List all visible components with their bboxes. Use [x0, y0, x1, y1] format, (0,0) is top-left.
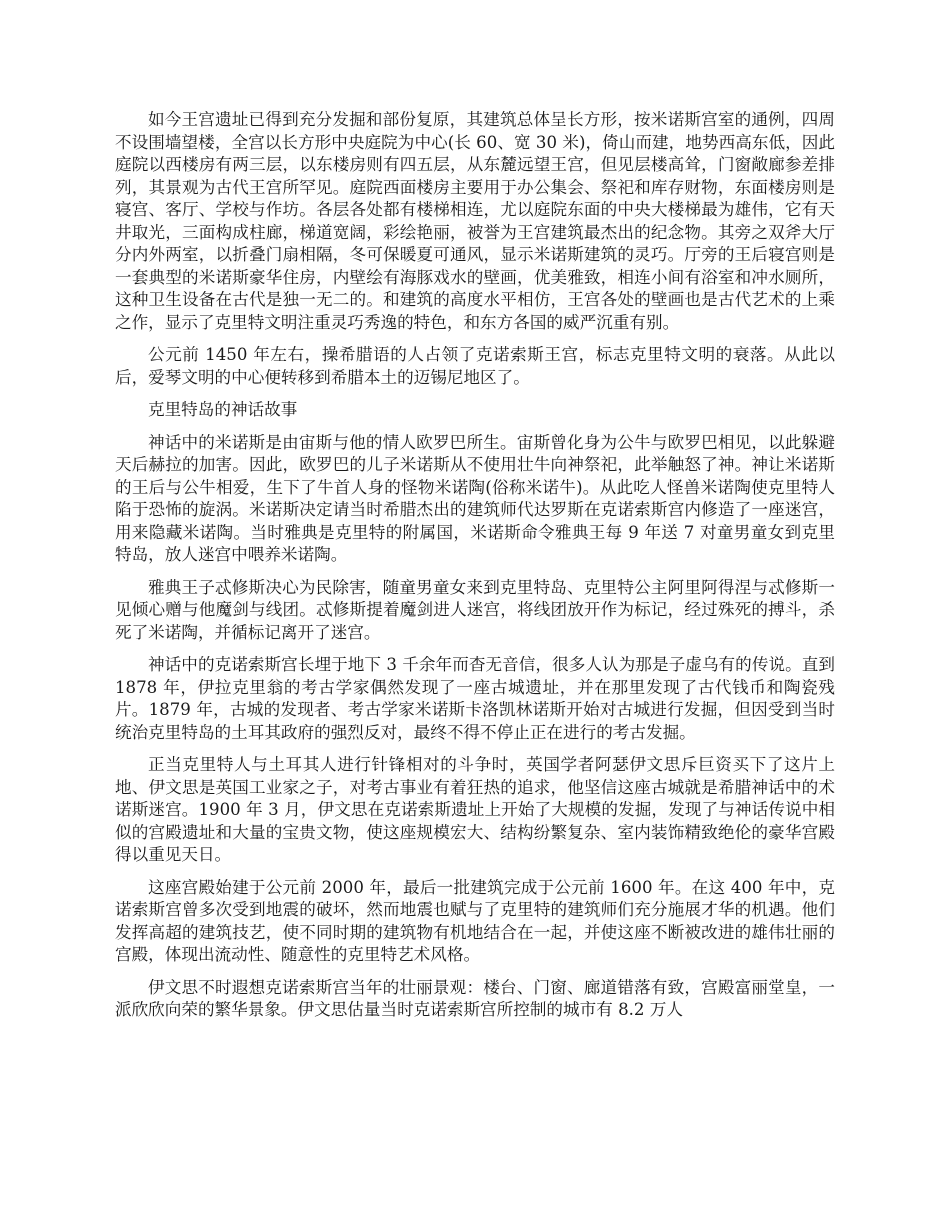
paragraph-evans-vision: 伊文思不时遐想克诺索斯宫当年的壮丽景观：楼台、门窗、廊道错落有致，宫殿富丽堂皇，一派欣欣向荣的繁华景象。伊文思估量当时克诺索斯宫所控制的城市有 8.2 万人: [115, 977, 835, 1019]
paragraph-decline: 公元前 1450 年左右，操希腊语的人占领了克诺索斯王宫，标志克里特文明的衰落。从此以后，爱琴文明的中心便转移到希腊本土的迈锡尼地区了。: [115, 345, 835, 387]
paragraph-evans: 正当克里特人与土耳其人进行针锋相对的斗争时，英国学者阿瑟伊文思斥巨资买下了这片上地、伊文思是英国工业家之子，对考古事业有着狂热的追求，他坚信这座古城就是希腊神话中的术诺斯迷宫。1900 年 3 月，伊文思在克诺索斯遗址上开始了大规模的发掘，发现了与神话传说中相似的宫殿遗址和大量的宝贵文物，使这座规模宏大、结构纷繁复杂、室内装饰精致绝伦的豪华宫殿得以重见天日。: [115, 755, 835, 864]
paragraph-theseus: 雅典王子忒修斯决心为民除害，随童男童女来到克里特岛、克里特公主阿里阿得涅与忒修斯一见倾心赠与他魔剑与线团。忒修斯提着魔剑进人迷宫，将线团放开作为标记，经过殊死的搏斗，杀死了米诺陶，并循标记离开了迷宫。: [115, 577, 835, 642]
paragraph-construction: 这座宫殿始建于公元前 2000 年，最后一批建筑完成于公元前 1600 年。在这 400 年中，克诺索斯宫曾多次受到地震的破坏，然而地震也赋与了克里特的建筑师们充分施展才华的机遇。他们发挥高超的建筑技艺，使不同时期的建筑物有机地结合在一起，并使这座不断被改进的雄伟壮丽的宫殿，体现出流动性、随意性的克里特艺术风格。: [115, 877, 835, 964]
paragraph-minos-myth: 神话中的米诺斯是由宙斯与他的情人欧罗巴所生。宙斯曾化身为公牛与欧罗巴相见，以此躲避天后赫拉的加害。因此，欧罗巴的儿子米诺斯从不使用壮牛向神祭祀，此举触怒了神。神让米诺斯的王后与公牛相爱，生下了牛首人身的怪物米诺陶(俗称米诺牛)。从此吃人怪兽米诺陶使克里特人陷于恐怖的旋涡。米诺斯决定请当时希腊杰出的建筑师代达罗斯在克诺索斯宫内修造了一座迷宫，用来隐藏米诺陶。当时雅典是克里特的附属国，米诺斯命令雅典王每 9 年送 7 对童男童女到克里特岛，放人迷宫中喂养米诺陶。: [115, 432, 835, 564]
paragraph-palace-ruins: 如今王宫遗址已得到充分发掘和部份复原，其建筑总体呈长方形，按米诺斯宫室的通例，四周不设围墙望楼，全宫以长方形中央庭院为中心(长 60、宽 30 米)，倚山而建，地势西高东低，因此庭院以西楼房有两三层，以东楼房则有四五层，从东麓远望王宫，但见层楼高耸，门窗敞廊参差排列，其景观为古代王宫所罕见。庭院西面楼房主要用于办公集会、祭祀和库存财物，东面楼房则是寝宫、客厅、学校与作坊。各层各处都有楼梯相连，尤以庭院东面的中央大楼梯最为雄伟，它有天井取光，三面构成柱廊，梯道宽阔，彩绘艳丽，被誉为王宫建筑最杰出的纪念物。其旁之双斧大厅分内外两室，以折叠门扇相隔，冬可保暖夏可通风，显示米诺斯建筑的灵巧。厅旁的王后寝宫则是一套典型的米诺斯豪华住房，内壁绘有海豚戏水的壁画，优美雅致，相连小间有浴室和冲水厕所，这种卫生设备在古代是独一无二的。和建筑的高度水平相仿，王宫各处的壁画也是古代艺术的上乘之作，显示了克里特文明注重灵巧秀逸的特色，和东方各国的威严沉重有别。: [115, 110, 835, 332]
paragraph-discovery: 神话中的克诺索斯宫长埋于地下 3 千余年而杳无音信，很多人认为那是子虚乌有的传说。直到 1878 年，伊拉克里翁的考古学家偶然发现了一座古城遗址，并在那里发现了古代钱币和陶瓷残片。1879 年，古城的发现者、考古学家米诺斯卡洛凯林诺斯开始对古城进行发掘，但因受到当时统治克里特岛的土耳其政府的强烈反对，最终不得不停止正在进行的考古发掘。: [115, 655, 835, 742]
document-body: [115, 109, 835, 1032]
section-heading: 克里特岛的神话故事: [148, 400, 298, 419]
